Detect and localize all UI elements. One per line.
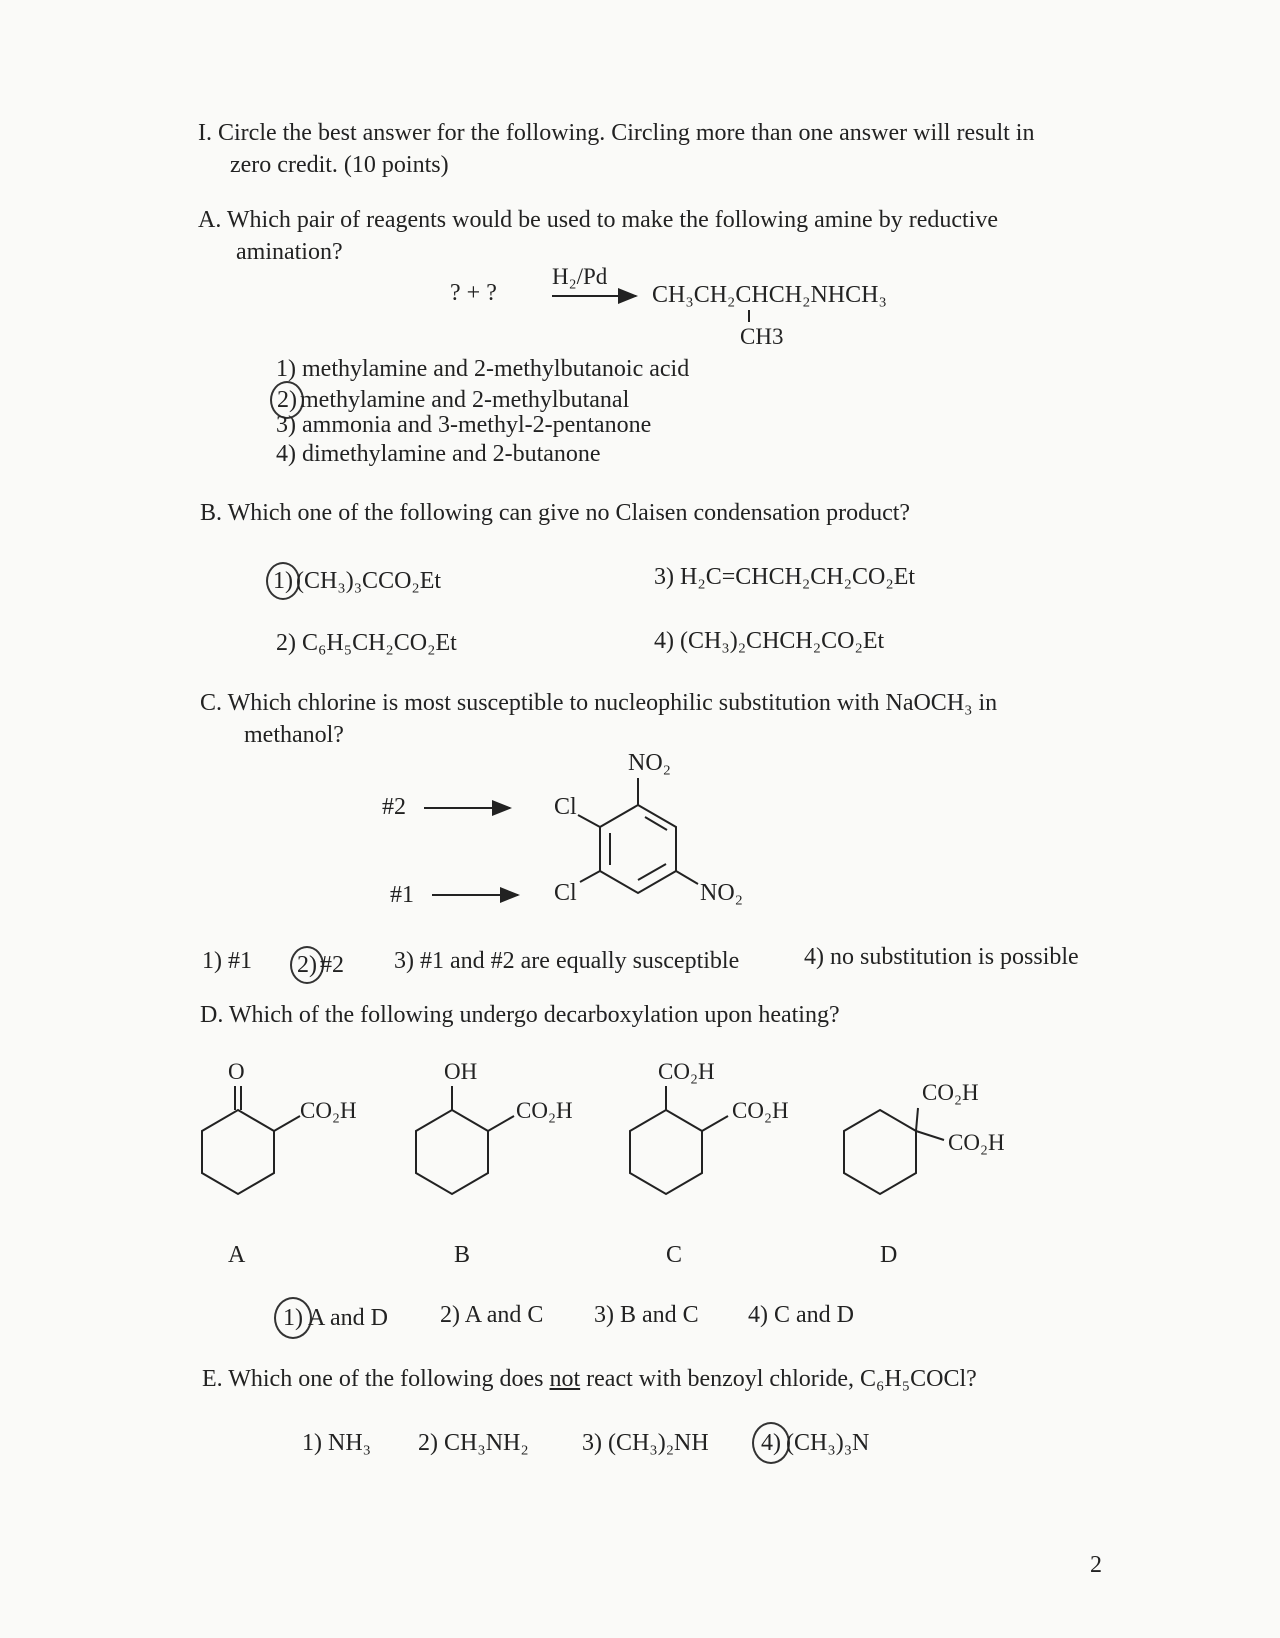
- qe-option-4[interactable]: 4) (CH₃)₃N: [752, 1422, 869, 1464]
- qd-option-1[interactable]: 1) A and D: [274, 1297, 388, 1339]
- selected-circle: 2): [290, 946, 324, 984]
- struct-d-side: CO₂H: [948, 1130, 1005, 1155]
- qc-option-1[interactable]: 1) #1: [202, 948, 252, 974]
- qe-option-2[interactable]: 2) CH₃NH₂: [418, 1430, 529, 1456]
- chlorine-top: Cl: [554, 794, 577, 820]
- qc-option-4[interactable]: 4) no substitution is possible: [804, 944, 1079, 970]
- qa-option-2[interactable]: 2) methylamine and 2-methylbutanal: [270, 381, 629, 419]
- selected-circle: 1): [274, 1297, 312, 1339]
- question-a-line-2: amination?: [236, 239, 343, 265]
- chlorine-2-label: #2: [382, 794, 406, 820]
- structure-a-ring: [202, 1086, 300, 1194]
- qb-option-1[interactable]: 1) (CH₃)₃CCO₂Et: [266, 562, 441, 600]
- qd-option-3[interactable]: 3) B and C: [594, 1302, 699, 1328]
- nitro-right-label: NO₂: [700, 880, 744, 906]
- struct-c-side: CO₂H: [732, 1098, 789, 1123]
- chlorine-1-label: #1: [390, 882, 414, 908]
- qa-option-3[interactable]: 3) ammonia and 3-methyl-2-pentanone: [276, 412, 652, 438]
- question-a-line-1: A. Which pair of reagents would be used to make the following amine by reductive: [198, 207, 998, 233]
- struct-c-letter: C: [666, 1242, 683, 1268]
- question-c-line-1: C. Which chlorine is most susceptible to nucleophilic substitution with NaOCH₃ in: [200, 690, 998, 716]
- struct-a-letter: A: [228, 1242, 246, 1268]
- page-number: 2: [1090, 1552, 1102, 1578]
- selected-circle: 4): [752, 1422, 790, 1464]
- qd-option-2[interactable]: 2) A and C: [440, 1302, 544, 1328]
- qb-option-3[interactable]: 3) H₂C=CHCH₂CH₂CO₂Et: [654, 564, 916, 590]
- selected-circle: 1): [266, 562, 300, 600]
- struct-b-side: CO₂H: [516, 1098, 573, 1123]
- chlorine-bottom: Cl: [554, 880, 577, 906]
- question-d: D. Which of the following undergo decarboxylation upon heating?: [200, 1002, 840, 1028]
- qc-option-2[interactable]: 2) #2: [290, 946, 344, 984]
- question-b: B. Which one of the following can give no Claisen condensation product?: [200, 500, 911, 526]
- structure-c-ring: [630, 1086, 728, 1194]
- struct-c-top: CO₂H: [658, 1059, 715, 1084]
- qb-option-4[interactable]: 4) (CH₃)₂CHCH₂CO₂Et: [654, 628, 885, 654]
- product-branch: CH3: [740, 324, 784, 349]
- struct-d-letter: D: [880, 1242, 898, 1268]
- structure-d-ring: [844, 1108, 944, 1194]
- reactants: ? + ?: [450, 280, 497, 306]
- struct-a-side: CO₂H: [300, 1098, 357, 1123]
- question-c-line-2: methanol?: [244, 722, 344, 748]
- qa-option-1[interactable]: 1) methylamine and 2-methylbutanoic acid: [276, 356, 690, 382]
- qa-option-4[interactable]: 4) dimethylamine and 2-butanone: [276, 441, 601, 467]
- instructions-line-1: I. Circle the best answer for the following. Circling more than one answer will result in: [198, 120, 1035, 146]
- product-formula: CH₃CH₂CHCH₂NHCH₃: [652, 282, 887, 308]
- benzene-ring: [578, 778, 698, 893]
- structure-b-ring: [416, 1086, 514, 1194]
- qe-option-3[interactable]: 3) (CH₃)₂NH: [582, 1430, 709, 1456]
- qc-option-3[interactable]: 3) #1 and #2 are equally susceptible: [394, 948, 740, 974]
- struct-b-top: OH: [444, 1059, 478, 1084]
- qb-option-2[interactable]: 2) C₆H₅CH₂CO₂Et: [276, 630, 457, 656]
- instructions-line-2: zero credit. (10 points): [230, 152, 449, 178]
- struct-d-top: CO₂H: [922, 1080, 979, 1105]
- question-e: E. Which one of the following does not react with benzoyl chloride, C₆H₅COCl?: [202, 1366, 977, 1392]
- selected-circle: 2): [270, 381, 304, 419]
- qd-option-4[interactable]: 4) C and D: [748, 1302, 854, 1328]
- nitro-top-label: NO₂: [628, 750, 672, 776]
- reagent-label: H₂/Pd: [552, 264, 608, 289]
- struct-b-letter: B: [454, 1242, 471, 1268]
- qe-option-1[interactable]: 1) NH₃: [302, 1430, 372, 1456]
- struct-a-top: O: [228, 1059, 245, 1084]
